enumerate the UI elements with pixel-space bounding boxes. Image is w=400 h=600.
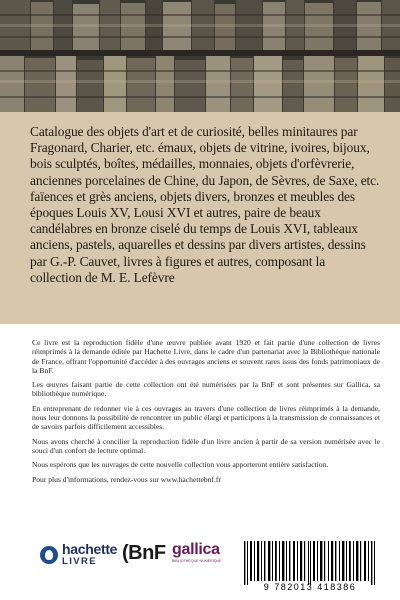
bookshelf-illustration bbox=[0, 0, 400, 112]
notice-paragraph: Nous avons cherché à concilier la reproduction fidèle d'un livre ancien à partir de sa version numérisée avec le souci d'un confort de lecture optimal. bbox=[32, 436, 380, 455]
gallica-tagline: BIBLIOTHÈQUE NUMÉRIQUE bbox=[172, 559, 222, 563]
barcode-icon bbox=[240, 538, 380, 588]
book-title: Catalogue des objets d'art et de curiosité, belles minitaures par Fragonard, Charier, etc. émaux, objets de vitrine, ivoires, bijoux, bois sculptés, boîtes, médailles, monnaies, objets d'orfèvrerie, anciennes porcelaines de Chine, du Japon, de Sèvres, de Saxe, etc. faïences et grès anciens, objets divers, bronzes et meubles des époques Louis XV, Lousi XVI et autres, paire de beaux candélabres en bronze ciselé du temps de Louis XVI, tableaux anciens, pastels, aquarelles et dessins par divers artistes, dessins par G.-P. Cauvet, livres à figures et autres, composant la collection de M. E. Lefèvre bbox=[30, 124, 380, 285]
hachette-emblem-icon bbox=[40, 546, 58, 564]
notice-paragraph: En entreprenant de redonner vie à ces ouvrages au travers d'une collection de livres réimprimés à la demande, nous leur donnons la possibilité de rencontrer un public élargi et participons à la transmission de connaissances et de savoirs parfois difficilement accessibles. bbox=[32, 403, 380, 432]
hachette-livre-logo bbox=[40, 542, 117, 567]
gallica-wordmark: gallica bbox=[172, 541, 220, 558]
barcode-number: 9 782013 418386 bbox=[263, 582, 357, 592]
gallica-logo bbox=[172, 541, 228, 571]
notice-website: Pour plus d'informations, rendez-vous sur www.hachettebnf.fr bbox=[32, 474, 221, 484]
publisher-notice bbox=[32, 338, 380, 489]
notice-paragraph: Les œuvres faisant partie de cette collection ont été numérisées par la BnF et sont présentes sur Gallica, sa bibliothèque numérique. bbox=[32, 380, 380, 399]
bnf-logo: (BnF bbox=[122, 542, 166, 564]
bookshelf-photo bbox=[0, 0, 400, 112]
title-panel bbox=[0, 112, 400, 324]
hachette-sub: LIVRE bbox=[62, 556, 97, 567]
notice-paragraph: Nous espérons que les ouvrages de cette nouvelle collection vous apporteront entière satisfaction. bbox=[32, 460, 329, 470]
notice-paragraph: Ce livre est la reproduction fidèle d'une œuvre publiée avant 1920 et fait partie d'une collection de livres réimprimés à la demande éditée par Hachette Livre, dans le cadre d'un partenariat avec la Bibliothèque nationale de France, offrant l'opportunité d'accéder à des ouvrages anciens et souvent rares issus des fonds patrimoniaux de la BnF. bbox=[32, 338, 380, 375]
logo-footer bbox=[0, 528, 400, 600]
hachette-name: hachette bbox=[62, 541, 118, 557]
